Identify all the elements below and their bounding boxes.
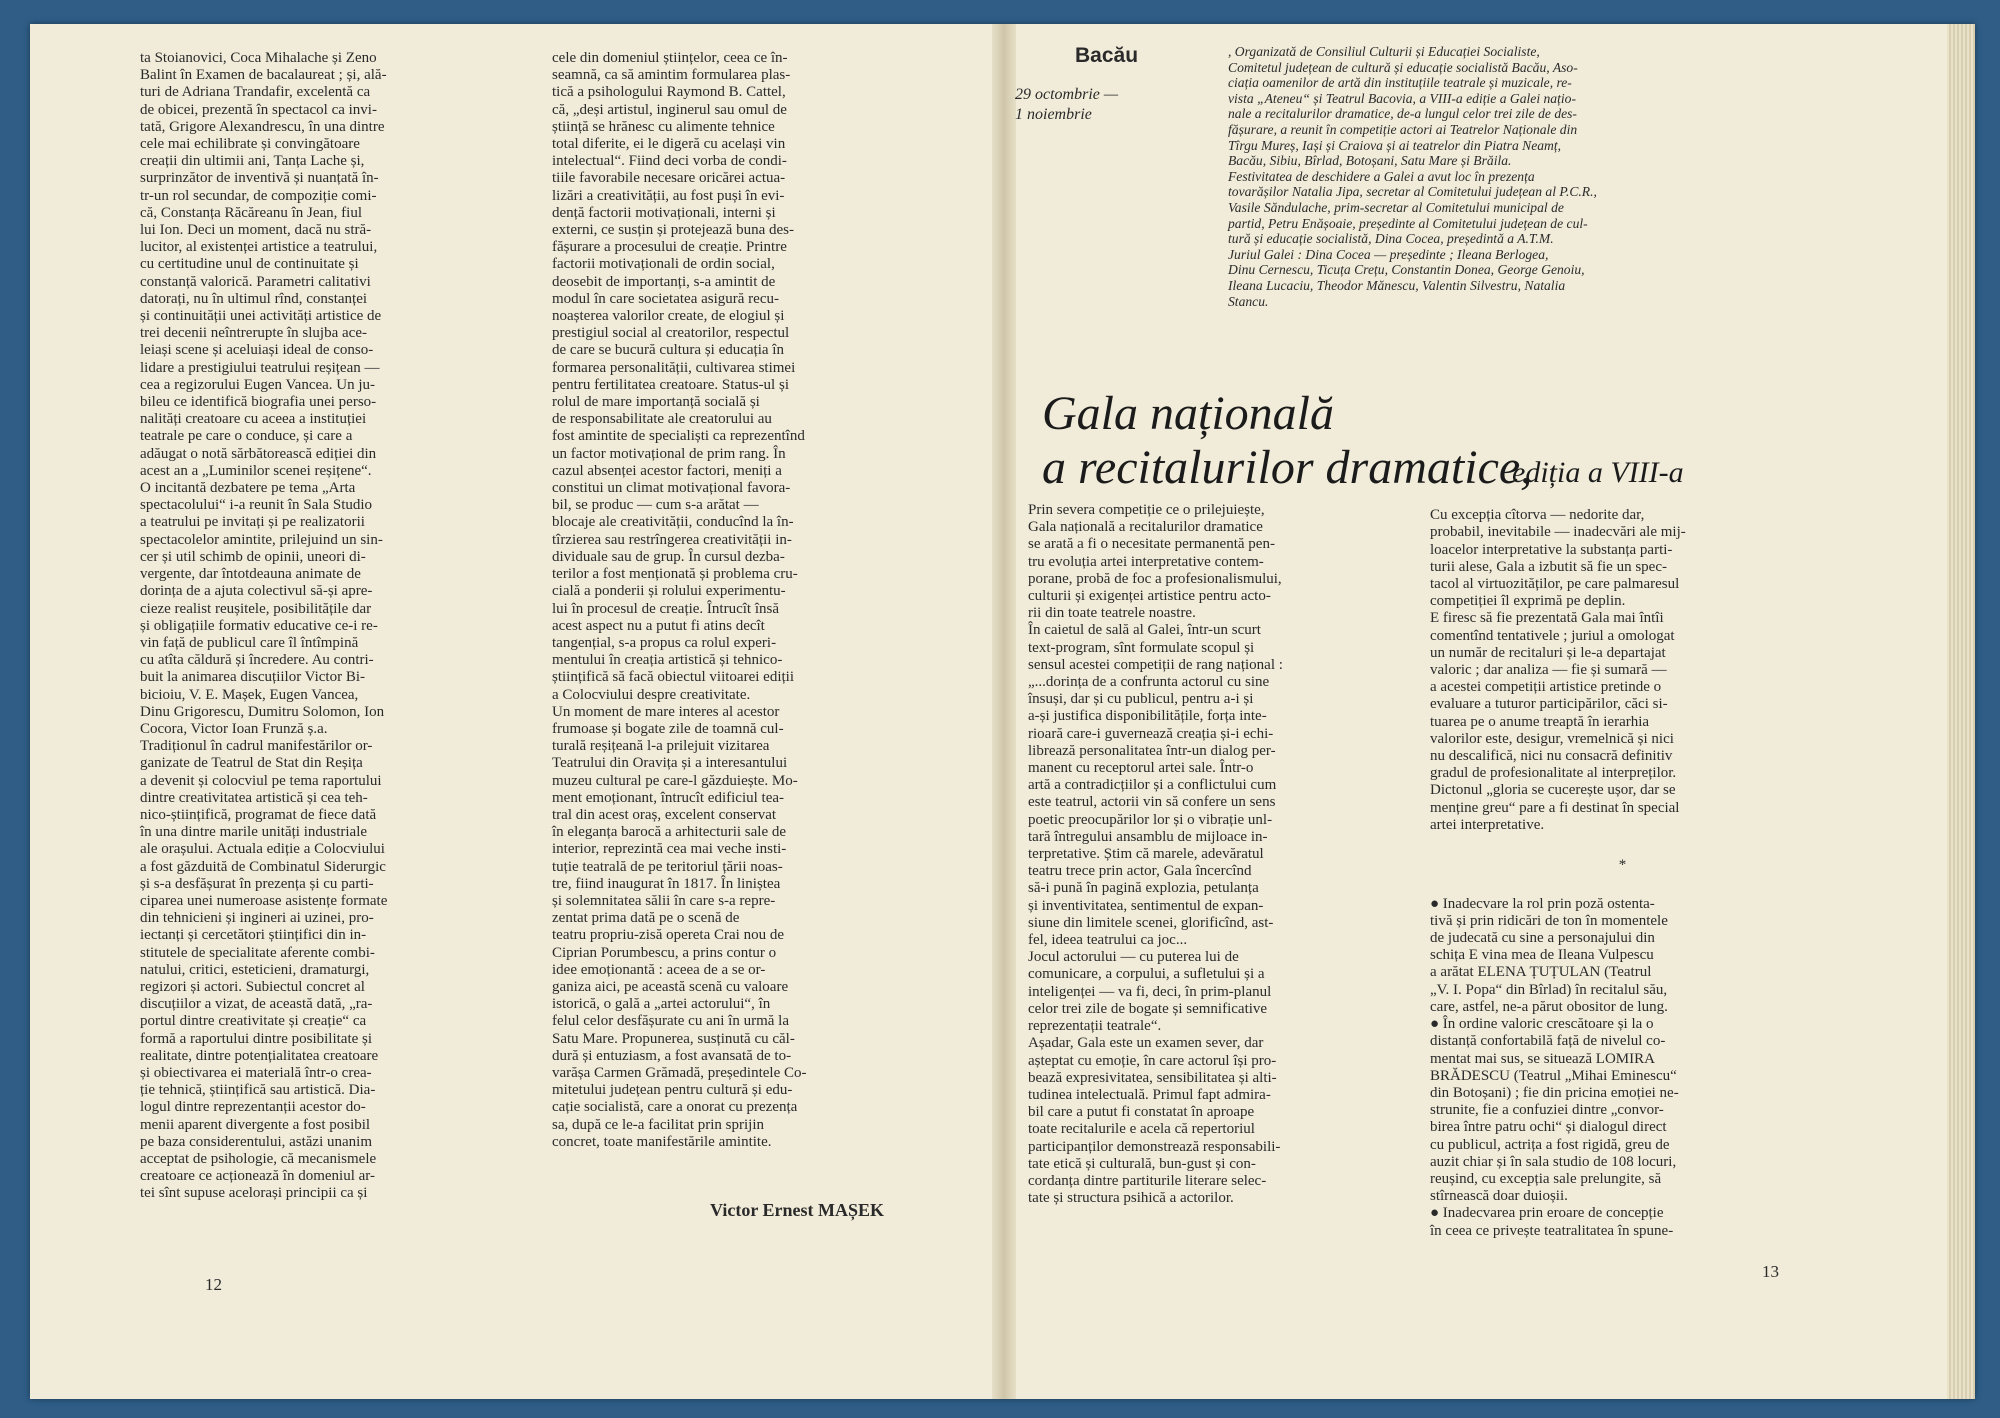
- right-page-column-1: Prin severa competiție ce o prilejuiește, Gala națională a recitalurilor dramatice se arată a fi o necesitate permanentă pen- tru evoluția artei interpretative contem- porane, probă de foc a profesionalismului, culturii și exigenței artistice pentru acto- rii din toate teatrele noastre. În caietul de sală al Galei, într-un scurt text-program, sînt formulate scopul și sensul acestei competiții de rang național : „...dorința de a confrunta actorul cu sine însuși, dar și cu publicul, pentru a-i și a-și justifica disponibilitățile, forța inte- rioară care-i guvernează creația și-i echi- librează personalitatea într-un dialog per- manent cu receptorul artei sale. Într-o artă a contradicțiilor și a conflictului cum este teatrul, actorii vin să confere un sens poetic preocupărilor lor și o vibrație unl- tară întregului ansamblu de mijloace in- terpretative. Știm că marele, adevăratul teatru trece prin actor, Gala încercînd să-i pună în pagină explozia, petulanța și inventivitatea, sentimentul de expan- siune din limitele scenei, glorificînd, ast- fel, ideea teatrului ca joc... Jocul actorului — cu puterea lui de comunicare, a corpului, a sufletului și a inteligenței — va fi, deci, în prim-planul celor trei zile de bogate și semnificative reprezentații teatrale“. Așadar, Gala este un examen sever, dar așteptat cu emoție, în care actorul își pro- bează expresivitatea, sensibilitatea și alti- tudinea intelectuală. Primul fapt admira- bil care a putut fi constatat în aproape toate recitalurile e acela că repertoriul participanților demonstrează responsabili- tate etică și culturală, bun-gust și con- cordanța dintre partiturile literare selec- tate și structura psihică a actorilor.: [1028, 502, 1283, 1207]
- section-star: *: [1618, 857, 1627, 874]
- intro-paragraph: , Organizată de Consiliul Culturii și Educației Socialiste, Comitetul județean de cultură și educație socialistă Bacău, Aso- ciația oamenilor de artă din instituțiile teatrale și muzicale, re- vista „Ateneu“ și Teatrul Bacovia, a VIII-a ediție a Galei națio- nale a recitalurilor dramatice, de-a lungul celor trei zile de des- fășurare, a reunit în competiție actori ai Teatrelor Naționale din Tîrgu Mureș, Iași și Craiova și ai teatrelor din Piatra Neamț, Bacău, Sibiu, Bîrlad, Botoșani, Satu Mare și Brăila. Festivitatea de deschidere a Galei a avut loc în prezența tovarășilor Natalia Jipa, secretar al Comitetului județean al P.C.R., Vasile Săndulache, prim-secretar al Comitetului municipal de partid, Petru Enășoaie, președinte al Comitetului județean de cul- tură și educație socialistă, Dina Cocea, președintă a A.T.M. Juriul Galei : Dina Cocea — președinte ; Ileana Berlogea, Dinu Cernescu, Ticuța Crețu, Constantin Donea, George Genoiu, Ileana Lucaciu, Theodor Mănescu, Valentin Silvestru, Natalia Stancu.: [1228, 44, 1597, 309]
- right-column-2-text-a: Cu excepția cîtorva — nedorite dar, probabil, inevitabile — inadecvări ale mij- loacelor interpretative la substanța parti- turii alese, Gala a izbutit să fie un spec- tacol al virtuozităților, pe care palmaresul competiției îl exprimă pe deplin. E firesc să fie prezentată Gala mai întîi comentînd tentativele ; juriul a omologat un număr de recitaluri și le-a departajat valoric ; dar analiza — fie și sumară — a acestei competiții artistice pretinde o evaluare a tuturor participărilor, căci si- tuarea pe o anume treaptă în ierarhia valorilor este, desigur, vremelnică și nici nu descalifică, nici nu consacră definitiv gradul de profesionalitate al interpreților. Dictonul „gloria se cucerește ușor, dar se menține greu“ pare a fi destinat în special artei interpretative.: [1430, 507, 1686, 833]
- article-title-line-1: Gala națională: [1042, 387, 1335, 440]
- author-signature: Victor Ernest MAȘEK: [710, 1200, 884, 1220]
- page-number-right: 13: [1762, 1262, 1779, 1281]
- page-edges: [1947, 24, 1975, 1399]
- place-heading: Bacău: [1075, 44, 1139, 67]
- event-dates: 29 octombrie — 1 noiembrie: [1015, 86, 1119, 123]
- book-gutter: [992, 24, 1016, 1399]
- right-page-column-2: [1430, 490, 1815, 1257]
- article-title-line-2: a recitalurilor dramatice,: [1042, 441, 1533, 494]
- left-page-column-1: ta Stoianovici, Coca Mihalache și Zeno Balint în Examen de bacalaureat ; și, ală- turi de Adriana Trandafir, excelentă ca de obicei, prezentă în spectacol ca invi- tată, Grigore Alexandrescu, în una dintre cele mai echilibrate și convingătoare creații din ultimii ani, Tanța Lache și, surprinzător de inventivă și nuanțată în- tr-un rol secundar, de compoziție comi- că, Constanța Răcăreanu în Jean, fiul lui Ion. Deci un moment, dacă nu stră- lucitor, al existenței artistice a teatrului, cu certitudine unul de continuitate și constanță valorică. Parametri calitativi datorați, nu în ultimul rînd, constanței și continuității unei activități artistice de trei decenii neîntrerupte în slujba ace- leiași scene și aceluiași ideal de conso- lidare a prestigiului teatrului reșițean — cea a regizorului Eugen Vancea. Un ju- bileu ce identifică biografia unei perso- nalități creatoare cu aceea a instituției teatrale pe care o conduce, și care a adăugat o notă sărbătorească ediției din acest an a „Luminilor scenei reșițene“. O incitantă dezbatere pe tema „Arta spectacolului“ i-a reunit în Sala Studio a teatrului pe invitați și pe realizatorii spectacolelor amintite, prilejuind un sin- cer și util schimb de opinii, uneori di- vergente, dar întotdeauna animate de dorința de a ajuta colectivul să-și apre- cieze realist reușitele, posibilitățile dar și obligațiile formativ educative ce-i re- vin față de publicul care îl întîmpină cu atîta căldură și încredere. Au contri- buit la animarea discuțiilor Victor Bi- bicioiu, V. E. Mașek, Eugen Vancea, Dinu Grigorescu, Dumitru Solomon, Ion Cocora, Victor Ioan Frunză ș.a. Tradiționul în cadrul manifestărilor or- ganizate de Teatrul de Stat din Reșița a devenit și colocviul pe tema raportului dintre creativitatea artistică și cea teh- nico-științifică, programat de fiece dată în una dintre marile unități industriale ale orașului. Actuala ediție a Colocviului a fost găzduită de Combinatul Siderurgic și s-a desfășurat în prezența și cu parti- ciparea unei numeroase asistențe formate din tehnicieni și ingineri ai uzinei, pro- iectanți și cercetători științifici din in- stitutele de specialitate aferente combi- natului, critici, esteticieni, dramaturgi, regizori și actori. Subiectul concret al discuțiilor a vizat, de această dată, „ra- portul dintre creativitate și creație“ ca formă a raportului dintre posibilitate și realitate, dintre potențialitatea creatoare și obiectivarea ei materială într-o crea- ție tehnică, științifică sau artistică. Dia- logul dintre reprezentanții acestor do- menii aparent divergente a fost posibil pe baza considerentului, astăzi unanim acceptat de psihologie, că mecanismele creatoare ce acționează în domeniul ar- tei sînt supuse acelorași principii ca și: [140, 50, 388, 1202]
- left-page-column-2: cele din domeniul științelor, ceea ce în- seamnă, ca să amintim formularea plas- tică a psihologului Raymond B. Cattel, că, „deși artistul, inginerul sau omul de știință se hrănesc cu alimente tehnice total diferite, ei le digeră cu același vin intelectual“. Fiind deci vorba de condi- tiile favorabile necesare oricărei actua- lizări a creativității, au fost puși în evi- dență factorii motivaționali, interni și externi, ce susțin și protejează buna des- fășurare a procesului de creație. Printre factorii motivaționali de ordin social, deosebit de importanți, s-a amintit de modul în care societatea asigură recu- noașterea valorilor create, de elogiul și prestigiul social al creatorilor, respectul de care se bucură cultura și educația în formarea personalității, cultivarea stimei pentru fertilitatea creatoare. Status-ul și rolul de mare importanță socială și de responsabilitate ale creatorului au fost amintite de specialiști ca reprezentînd un factor motivațional de prim rang. În cazul absenței acestor factori, meniți a constitui un climat motivațional favora- bil, se produc — cum s-a arătat — blocaje ale creativității, conducînd la în- tîrzierea sau restrîngerea creativității in- dividuale sau de grup. În cursul dezba- terilor a fost menționată și problema cru- cială a ponderii și rolului experimentu- lui în procesul de creație. Întrucît însă acest aspect nu a putut fi atins decît tangențial, s-a propus ca rolul experi- mentului în creația artistică și tehnico- științifică să facă obiectul viitoarei ediții a Colocviului despre creativitate. Un moment de mare interes al acestor frumoase și bogate zile de toamnă cul- turală reșițeană l-a prilejuit vizitarea Teatrului din Oravița și a interesantului muzeu cultural pe care-l găzduiește. Mo- ment emoționant, întrucît edificiul tea- tral din acest oraș, excelent conservat în eleganța barocă a arhitecturii sale de interior, reprezintă cea mai veche insti- tuție teatrală de pe teritoriul țării noas- tre, fiind inaugurat în 1817. În liniștea și solemnitatea sălii în care s-a repre- zentat prima dată pe o scenă de teatru propriu-zisă opereta Crai nou de Ciprian Porumbescu, a prins contur o idee emoționantă : aceea de a se or- ganiza aici, pe această scenă cu valoare istorică, o gală a „artei actorului“, în felul celor desfășurate cu ani în urmă la Satu Mare. Propunerea, susținută cu căl- dură și entuziasm, a fost avansată de to- varășa Carmen Grămadă, președintele Co- mitetului județean pentru cultură și edu- cație socialistă, care a onorat cu prezența sa, după ce le-a facilitat prin sprijin concret, toate manifestările amintite.: [552, 50, 807, 1150]
- article-title-edition: ediția a VIII-a: [1512, 456, 1684, 489]
- page-number-left: 12: [205, 1275, 222, 1294]
- right-column-2-text-b: ● Inadecvare la rol prin poză ostenta- tivă și prin ridicări de ton în momentele de judecată cu sine a personajului din schița E vina mea de Ileana Vulpescu a arătat ELENA ȚUȚULAN (Teatrul „V. I. Popa“ din Bîrlad) în recitalul său, care, astfel, ne-a părut obositor de lung. ● În ordine valoric crescătoare și la o distanță confortabilă față de nivelul co- mentat mai sus, se situează LOMIRA BRĂDESCU (Teatrul „Mihai Eminescu“ din Botoșani) ; fie din pricina emoției ne- strunite, fie a confuziei dintre „convor- birea între patru ochi“ și dialogul direct cu publicul, actrița a fost rigidă, greu de auzit chiar și în sala studio de 108 locuri, reușind, cu excepția sale prelungite, să stîrnească doar duioșii. ● Inadecvarea prin eroare de concepție în ceea ce privește teatralitatea în spune-: [1430, 895, 1679, 1239]
